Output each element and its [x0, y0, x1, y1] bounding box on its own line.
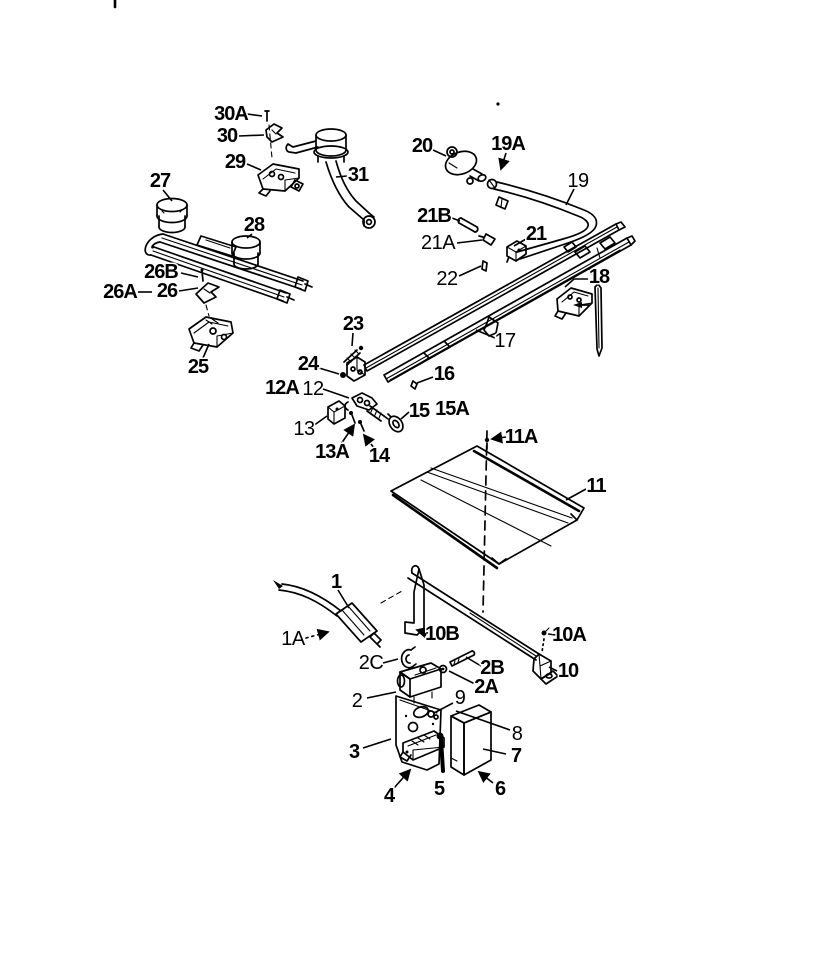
callout-5: 5 — [433, 778, 445, 800]
callout-13: 13 — [293, 418, 315, 440]
callout-2B: 2B — [480, 657, 504, 679]
callout-24: 24 — [297, 353, 319, 375]
callout-12A: 12A — [265, 377, 299, 399]
clip-30 — [266, 124, 283, 142]
callout-10A: 10A — [552, 624, 586, 646]
leader-19A — [501, 153, 506, 169]
leader-26 — [179, 288, 198, 291]
callout-10B: 10B — [425, 623, 459, 645]
valve-2 — [398, 663, 442, 703]
scan-artifact — [115, 0, 500, 106]
bracket-25 — [189, 317, 233, 351]
callout-26B: 26B — [144, 261, 178, 283]
clamp-2C — [402, 647, 416, 668]
screw-11A — [485, 438, 489, 449]
screw-2B — [450, 651, 475, 666]
callout-6: 6 — [494, 778, 506, 800]
callout-13A: 13A — [315, 441, 349, 463]
pin-22 — [482, 261, 487, 271]
leader-7 — [483, 749, 506, 754]
callout-26A: 26A — [103, 281, 137, 303]
callout-14: 14 — [368, 445, 390, 467]
callout-30A: 30A — [214, 103, 248, 125]
leader-1A — [306, 632, 328, 638]
callout-29: 29 — [224, 151, 246, 173]
callout-15A: 15A — [435, 398, 469, 420]
callout-23: 23 — [342, 313, 364, 335]
callout-31: 31 — [347, 164, 369, 186]
screw-24 — [340, 372, 346, 378]
callout-8: 8 — [511, 723, 523, 745]
switch-13 — [328, 401, 345, 424]
callout-28: 28 — [243, 214, 265, 236]
callout-20: 20 — [411, 135, 433, 157]
tube-21B — [458, 218, 478, 232]
callout-7: 7 — [510, 745, 522, 767]
screw-14 — [358, 420, 364, 431]
callout-2C: 2C — [358, 652, 384, 674]
leader-11 — [566, 489, 586, 500]
leader-24 — [319, 368, 339, 374]
leader-31 — [336, 176, 347, 177]
screw-10A — [542, 628, 550, 652]
deflector-11 — [391, 446, 584, 568]
leader-30 — [239, 135, 264, 136]
leader-6 — [479, 772, 493, 783]
leader-12 — [323, 389, 349, 398]
callout-2A: 2A — [474, 676, 498, 698]
callout-22: 22 — [436, 268, 458, 290]
burner-28 — [232, 236, 260, 269]
callout-19: 19 — [567, 170, 589, 192]
leader-2A — [449, 671, 475, 684]
leader-20 — [433, 150, 446, 156]
callout-3: 3 — [348, 741, 360, 763]
callout-4: 4 — [383, 785, 395, 807]
leader-13 — [313, 416, 327, 426]
orifice-holder-12 — [345, 393, 388, 421]
leader-22 — [459, 266, 481, 276]
callout-10: 10 — [557, 660, 579, 682]
callout-18: 18 — [588, 266, 610, 288]
leader-16 — [417, 377, 433, 383]
callout-21B: 21B — [417, 205, 451, 227]
leader-2C — [383, 659, 398, 663]
callout-25: 25 — [187, 356, 209, 378]
leader-4 — [394, 770, 410, 788]
leader-29 — [247, 164, 261, 170]
callout-2: 2 — [351, 690, 363, 712]
leader-21A — [457, 240, 482, 243]
callout-leaders — [138, 114, 588, 788]
leader-15 — [401, 412, 409, 419]
callout-1A: 1A — [281, 628, 305, 650]
clip-26 — [196, 283, 219, 303]
callout-21: 21 — [525, 223, 547, 245]
callout-1: 1 — [330, 571, 342, 593]
callout-12: 12 — [302, 378, 324, 400]
callout-11: 11 — [586, 475, 606, 497]
bracket-29 — [258, 164, 303, 196]
leader-26B — [181, 273, 198, 277]
callout-11A: 11A — [504, 426, 538, 448]
callout-19A: 19A — [491, 133, 525, 155]
screw-30A — [265, 111, 269, 121]
plate-3 — [396, 696, 444, 770]
callout-9: 9 — [454, 687, 466, 709]
screw-26B — [201, 269, 204, 282]
callout-16: 16 — [433, 363, 455, 385]
callout-21A: 21A — [420, 232, 456, 254]
screw-13A — [349, 411, 355, 423]
leader-30A — [247, 114, 262, 116]
leader-3 — [363, 739, 391, 748]
callout-26: 26 — [156, 280, 178, 302]
callout-15: 15 — [408, 400, 430, 422]
screw-16 — [411, 381, 417, 389]
regulator-20 — [442, 147, 487, 184]
assembly-axis-26 — [206, 305, 209, 316]
callout-27: 27 — [149, 170, 171, 192]
callout-30: 30 — [216, 125, 238, 147]
callout-17: 17 — [494, 330, 516, 352]
burner-27 — [157, 199, 187, 233]
leader-2 — [367, 692, 396, 698]
callout-labels — [103, 103, 610, 807]
leader-2B — [466, 657, 481, 666]
